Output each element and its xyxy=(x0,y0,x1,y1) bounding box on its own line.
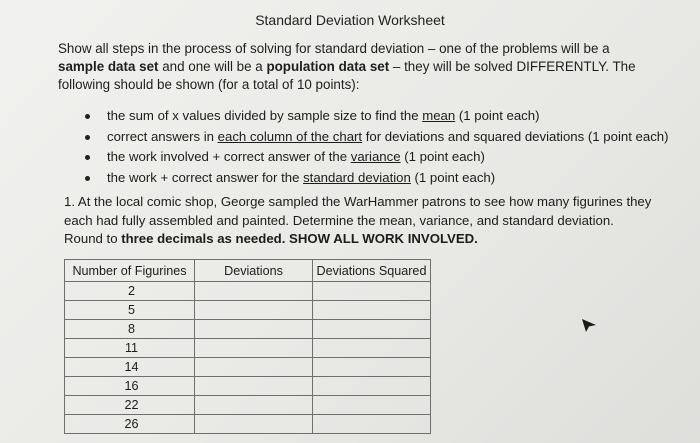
deviation-cell[interactable] xyxy=(195,377,313,396)
figurine-value: 11 xyxy=(65,339,195,358)
squared-deviation-cell[interactable] xyxy=(313,339,431,358)
criteria-item-mean: the sum of x values divided by sample size to find the mean (1 point each) xyxy=(80,106,669,127)
mouse-pointer-icon xyxy=(580,317,598,333)
figurine-value: 8 xyxy=(65,320,195,339)
criteria-item-chart: correct answers in each column of the chart for deviations and squared deviations (1 point each) xyxy=(80,127,669,148)
deviation-cell[interactable] xyxy=(195,301,313,320)
squared-deviation-cell[interactable] xyxy=(313,320,431,339)
table-row xyxy=(65,320,431,339)
figurine-value: 22 xyxy=(65,396,195,415)
figurine-value: 5 xyxy=(65,301,195,320)
table-row xyxy=(65,396,431,415)
problem-1-emphasis: three decimals as needed. SHOW ALL WORK INVOLVED. xyxy=(121,231,478,246)
figurine-value: 2 xyxy=(65,282,195,301)
deviation-cell[interactable] xyxy=(195,396,313,415)
table-row xyxy=(65,282,431,301)
deviation-cell[interactable] xyxy=(195,415,313,434)
table-row xyxy=(65,415,431,434)
deviation-cell[interactable] xyxy=(195,320,313,339)
figurine-value: 16 xyxy=(65,377,195,396)
deviation-cell[interactable] xyxy=(195,358,313,377)
instructions-text-2: and one will be a xyxy=(158,59,267,74)
table-row xyxy=(65,358,431,377)
instructions-text-3: – they will be solved DIFFERENTLY. The following should be shown (for a total of 10 points): xyxy=(58,59,636,92)
table-header-row xyxy=(65,260,431,282)
instructions-paragraph xyxy=(58,40,658,94)
squared-deviation-cell[interactable] xyxy=(313,377,431,396)
deviation-cell[interactable] xyxy=(195,339,313,358)
squared-deviation-cell[interactable] xyxy=(313,396,431,415)
deviation-chart xyxy=(64,259,431,434)
figurine-value: 26 xyxy=(65,415,195,434)
deviation-cell[interactable] xyxy=(195,282,313,301)
table-row xyxy=(65,377,431,396)
table-row xyxy=(65,339,431,358)
population-data-set-emphasis: population data set xyxy=(266,59,390,74)
header-number-of-figurines: Number of Figurines xyxy=(65,260,195,282)
grading-criteria-list xyxy=(80,106,669,188)
criteria-item-standard-deviation: the work + correct answer for the standard deviation (1 point each) xyxy=(80,168,669,189)
header-deviations: Deviations xyxy=(195,260,313,282)
criteria-item-variance: the work involved + correct answer of the variance (1 point each) xyxy=(80,147,669,168)
figurine-value: 14 xyxy=(65,358,195,377)
squared-deviation-cell[interactable] xyxy=(313,282,431,301)
sample-data-set-emphasis: sample data set xyxy=(58,59,159,74)
instructions-text-1: Show all steps in the process of solving for standard deviation – one of the problems will be a xyxy=(58,41,610,56)
header-deviations-squared: Deviations Squared xyxy=(313,260,431,282)
worksheet-title: Standard Deviation Worksheet xyxy=(255,12,445,28)
squared-deviation-cell[interactable] xyxy=(313,301,431,320)
squared-deviation-cell[interactable] xyxy=(313,358,431,377)
table-row xyxy=(65,301,431,320)
squared-deviation-cell[interactable] xyxy=(313,415,431,434)
problem-1-statement: 1. At the local comic shop, George sampled the WarHammer patrons to see how many figurines they each had fully assembled and painted. Determine the mean, variance, and standard deviation. Round to three decimals as needed. SHOW ALL WORK INVOLVED. xyxy=(64,194,652,246)
